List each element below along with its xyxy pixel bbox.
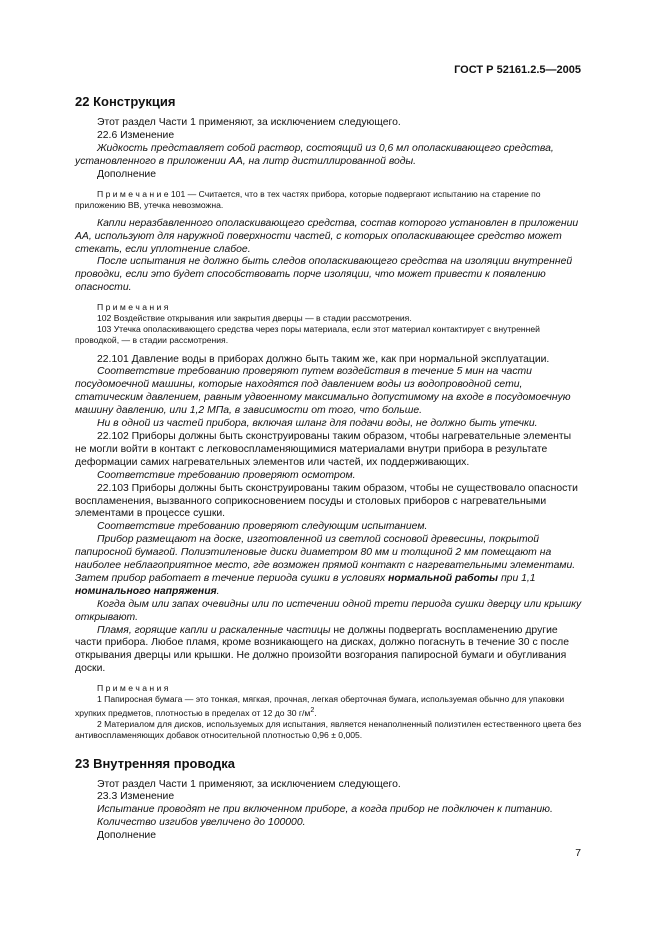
note-101-label: П р и м е ч а н и е 101 [97, 188, 186, 199]
clause-22-6-text: Жидкость представляет собой раствор, состоящий из 0,6 мл ополаскивающего средства, установленного в приложении АА, на литр дистиллированной воды. [75, 142, 554, 167]
clause-22-103-flame [75, 625, 583, 677]
clause-22-102: 22.102 Приборы должны быть сконструированы таким образом, чтобы нагревательные элементы не могли войти в контакт с легковоспламеняющимися материалами внутри прибора в результате деформации самих нагревательных элементов или частей, их поддерживающих. [75, 430, 572, 468]
clause-22-103-smoke: Когда дым или запах очевидны или по истечении одной трети периода сушки дверцу или крышку открывают. [75, 598, 582, 623]
section-22-intro: Этот раздел Части 1 применяют, за исключением следующего. [97, 117, 401, 128]
spacer [75, 182, 583, 189]
clause-23-3-text-2: Количество изгибов увеличено до 100000. [97, 817, 306, 829]
notes-label: П р и м е ч а н и я [97, 302, 169, 313]
note-1-superscript: 2 [310, 706, 315, 715]
note-1-end: . [314, 708, 317, 719]
note-1-text: 1 Папиросная бумага — это тонкая, мягкая, прочная, легкая оберточная бумага, используемая обычно для упаковки хрупких предметов, плотностью в пределах от 12 до 30 г/м [75, 694, 565, 719]
spacer [75, 676, 583, 683]
note-102: 102 Воздействие открывания или закрытия дверцы — в стадии рассмотрения. [97, 313, 412, 324]
term-normal-operation: нормальной работы [388, 572, 499, 584]
spacer [75, 211, 583, 218]
section-22-title: 22 Конструкция [75, 94, 176, 109]
section-23-intro: Этот раздел Части 1 применяют, за исключением следующего. [97, 778, 401, 790]
test-text-a: Прибор размещают на доске, изготовленной из светлой сосновой древесины, покрытой папиросной бумагой. Полиэтиленовые диски диаметром 80 мм и толщиной 2 мм помещают на наиболее неблагоприятное место, где возможен прямой контакт с нагревательными элементами. Затем прибор работает в течение периода сушки в условиях [75, 534, 576, 584]
note-103: 103 Утечка ополаскивающего средства через поры материала, если этот материал контактирует с внутренней проводкой, — в стадии рассмотрения. [75, 324, 540, 346]
page-number: 7 [575, 848, 581, 859]
note-101 [75, 189, 583, 211]
test-text-d: . [216, 585, 220, 597]
clause-22-102-check: Соответствие требованию проверяют осмотром. [97, 469, 356, 481]
note-1 [75, 694, 583, 719]
clause-22-6-label: 22.6 Изменение [97, 129, 175, 141]
clause-22-101: 22.101 Давление воды в приборах должно быть таким же, как при нормальной эксплуатации. [97, 353, 550, 365]
notes-2-label: П р и м е ч а н и я [97, 683, 169, 694]
spacer [75, 295, 583, 302]
clause-23-3-label: 23.3 Изменение [97, 791, 175, 803]
clause-22-101-check: Соответствие требованию проверяют путем воздействия в течение 5 мин на части посудомоечной машины, которые находятся под давлением воды из водопроводной сети, статическим давлением, равным удвоенному максимально допустимому на входе в посудомоечную машину давлению, или 1,2 МПа, в зависимости от того, что больше. [75, 366, 571, 417]
clause-22-103-test [75, 534, 583, 599]
addition-label-23: Дополнение [97, 830, 157, 842]
clause-22-103-check: Соответствие требованию проверяют следующим испытанием. [97, 521, 428, 533]
page-content [75, 94, 583, 843]
flame-text-a: Пламя, горящие капли и раскаленные частицы [97, 624, 331, 636]
drops-paragraph: Капли неразбавленного ополаскивающего средства, состав которого установлен в приложении АА, используют для наружной поверхности частей, с которых ополаскивающее средство может стекать, если уплотнение слабое. [75, 217, 579, 255]
clause-22-103: 22.103 Приборы должны быть сконструированы таким образом, чтобы не существовало опасности воспламенения, вызванного соприкосновением посуды и столовых приборов с нагревательными элементами в процессе сушки. [75, 482, 578, 520]
note-101-text: — Считается, что в тех частях прибора, которые подвергают испытанию на старение по приложению ВВ, утечка невозможна. [75, 188, 541, 210]
term-rated-voltage: номинального напряжения [75, 585, 217, 597]
clause-22-101-leak: Ни в одной из частей прибора, включая шланг для подачи воды, не должно быть утечки. [97, 418, 538, 430]
flame-text-b: не должны подвергать воспламенению другие части прибора. Любое пламя, кроме возникающего на дисках, должно погаснуть в течение 30 с после открывания дверцы или крышки. Не должно произойти возгорания папиросной бумаги и обугливания доски. [75, 624, 570, 675]
after-test-paragraph: После испытания не должно быть следов ополаскивающего средства на изоляции внутренней проводки, если это будет способствовать порче изоляции, что может привести к появлению опасности. [75, 256, 573, 294]
test-text-c: при 1,1 [498, 572, 536, 584]
document-header: ГОСТ Р 52161.2.5—2005 [454, 64, 581, 76]
clause-23-3-text-1: Испытание проводят не при включенном приборе, а когда прибор не подключен к питанию. [97, 804, 553, 816]
spacer [75, 347, 583, 354]
note-2: 2 Материалом для дисков, используемых для испытания, является ненаполненный полиэтилен естественного цвета без антивоспламеняющих добавок относительной плотностью 0,96 ± 0,005. [75, 719, 582, 741]
section-23-title: 23 Внутренняя проводка [75, 755, 236, 771]
addition-label: Дополнение [97, 168, 157, 180]
